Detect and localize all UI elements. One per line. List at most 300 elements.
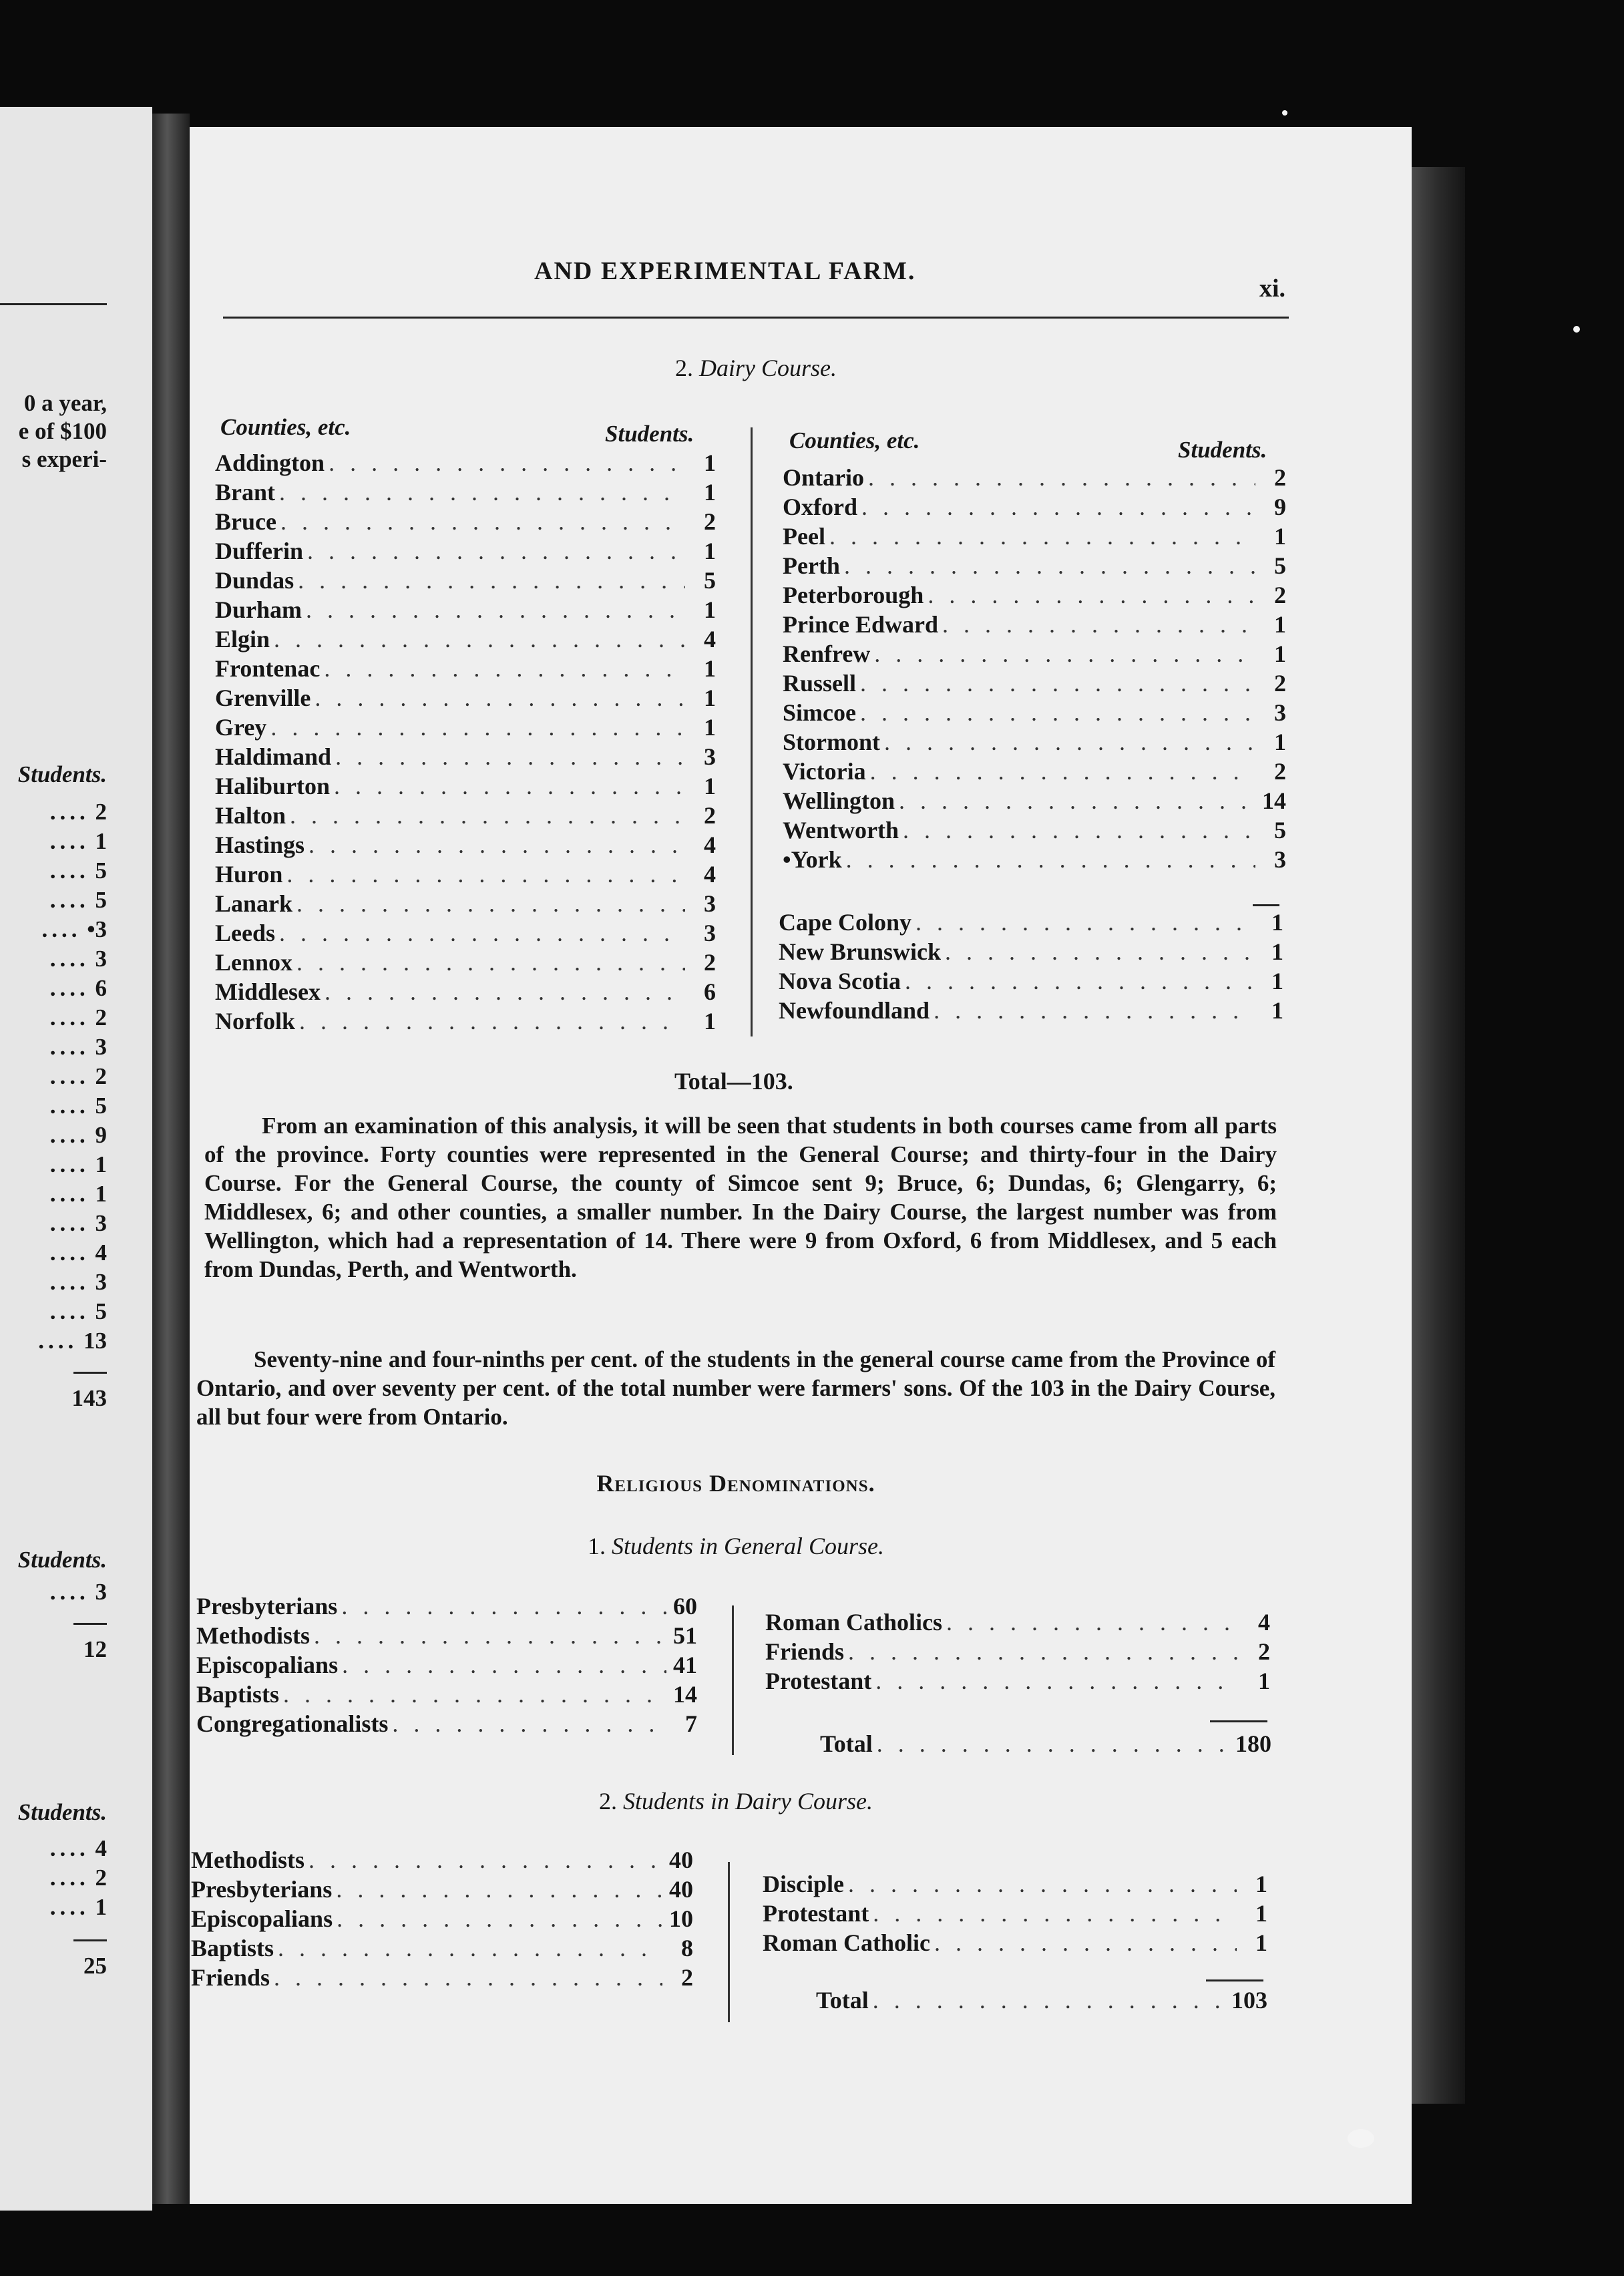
table-row xyxy=(215,860,716,888)
row-label: Wellington xyxy=(783,787,895,814)
dot-leader xyxy=(304,831,685,859)
dot-leader xyxy=(304,1846,662,1874)
table-row xyxy=(783,581,1286,609)
dot-leader xyxy=(275,919,685,947)
row-count: 1 xyxy=(704,449,716,476)
row-count: 3 xyxy=(704,890,716,917)
page-number: xi. xyxy=(1259,274,1286,303)
dot-leader xyxy=(941,938,1253,966)
row-count: 51 xyxy=(673,1622,697,1649)
column-divider xyxy=(732,1605,734,1755)
table-row xyxy=(215,948,716,976)
dot-leader xyxy=(276,508,685,536)
table-row xyxy=(215,801,716,829)
table-row xyxy=(215,890,716,918)
dot-leader xyxy=(279,1680,666,1708)
dust-speck xyxy=(1282,110,1287,116)
left-value-number: 4 xyxy=(95,1835,107,1861)
left-value xyxy=(50,1865,107,1891)
left-value-number: •3 xyxy=(87,916,107,942)
dairy-total: Total—103. xyxy=(674,1068,793,1095)
row-count: 14 xyxy=(1262,787,1286,814)
row-count: 6 xyxy=(704,978,716,1005)
row-count: 1 xyxy=(1274,523,1286,550)
analysis-paragraph: From an examination of this analysis, it will be seen that students in both courses came from all parts of the province. Forty counties were represented in the General Course; and thirty-four in the Dairy Course. For the General Course, the county of Simcoe sent 9; Bruce, 6; Dundas, 6; Glengarry, 6; Middlesex, 6; and other counties, a smaller number. In the Dairy Course, the largest number was from Wellington, which had a representation of 14. There were 9 from Oxford, 6 from Middlesex, and 5 each from Dundas, Perth, and Wentworth. xyxy=(204,1113,1277,1282)
running-header-title: AND EXPERIMENTAL FARM. xyxy=(534,257,916,285)
row-count: 1 xyxy=(1255,1871,1267,1897)
row-count: 1 xyxy=(704,538,716,564)
row-count: 2 xyxy=(1274,582,1286,608)
table-row xyxy=(196,1710,697,1738)
table-row xyxy=(196,1622,697,1650)
dot-leader xyxy=(325,449,685,477)
dot-leader xyxy=(869,1899,1237,1927)
general-course-heading: 1. Students in General Course. xyxy=(588,1533,884,1559)
table-row xyxy=(215,566,716,594)
left-value xyxy=(50,1034,107,1061)
left-value xyxy=(50,1210,107,1237)
book-gutter xyxy=(152,114,190,2204)
dot-leader: .... xyxy=(49,1835,89,1861)
dot-leader xyxy=(266,713,685,741)
table-row xyxy=(215,684,716,712)
dot-leader: .... xyxy=(41,916,81,942)
table-row xyxy=(779,996,1283,1024)
dot-leader xyxy=(895,787,1255,815)
table-row xyxy=(191,1875,693,1903)
book-edge xyxy=(1412,167,1465,2104)
left-value xyxy=(50,1004,107,1031)
dot-leader: .... xyxy=(49,887,89,913)
row-label: Peel xyxy=(783,523,825,550)
table-row xyxy=(763,1870,1267,1898)
table-row xyxy=(765,1608,1270,1636)
row-label: Wentworth xyxy=(783,817,899,843)
row-label: Grenville xyxy=(215,685,311,711)
row-label: Lanark xyxy=(215,890,293,917)
dot-leader xyxy=(864,463,1255,492)
dot-leader xyxy=(321,978,685,1006)
table-row xyxy=(783,463,1286,492)
left-total-rule xyxy=(73,1623,107,1625)
dot-leader xyxy=(942,1608,1239,1636)
row-label: Haldimand xyxy=(215,743,332,770)
row-label: Peterborough xyxy=(783,582,924,608)
left-value-number: 5 xyxy=(95,1093,107,1119)
row-label: Episcopalians xyxy=(196,1652,339,1678)
dust-speck xyxy=(1348,2129,1374,2148)
dot-leader xyxy=(275,478,685,506)
left-value xyxy=(50,799,107,825)
table-row xyxy=(215,772,716,800)
table-row xyxy=(783,669,1286,697)
dot-leader: .... xyxy=(49,1034,89,1060)
left-value-number: 5 xyxy=(95,858,107,884)
table-row xyxy=(783,552,1286,580)
row-count: 4 xyxy=(1258,1609,1270,1636)
row-label: Methodists xyxy=(191,1847,304,1873)
dot-leader: .... xyxy=(49,1269,89,1295)
row-count: 60 xyxy=(673,1593,697,1620)
row-label: Oxford xyxy=(783,494,857,520)
dot-leader: .... xyxy=(49,946,89,972)
row-label: Frontenac xyxy=(215,655,321,682)
dot-leader xyxy=(270,625,685,653)
left-value xyxy=(50,1122,107,1149)
dairy-denominations-total-row: Total . . . 103 xyxy=(816,1986,1267,2014)
row-label: Perth xyxy=(783,552,840,579)
left-value xyxy=(50,1093,107,1119)
left-total-rule xyxy=(73,1939,107,1941)
row-count: 41 xyxy=(673,1652,697,1678)
dot-leader xyxy=(338,1651,666,1679)
row-label: Roman Catholics xyxy=(765,1609,943,1636)
row-count: 4 xyxy=(704,626,716,652)
dot-leader xyxy=(320,654,685,683)
row-count: 14 xyxy=(673,1681,697,1708)
religious-denominations-heading: Religious Denominations. xyxy=(596,1470,875,1497)
left-value-number: 3 xyxy=(95,1210,107,1236)
dot-leader xyxy=(295,1007,685,1035)
table-row xyxy=(196,1680,697,1708)
left-students-heading: Students. xyxy=(17,1547,107,1573)
table-row xyxy=(783,787,1286,815)
table-row xyxy=(215,1007,716,1035)
left-value: .... 3 xyxy=(49,1579,107,1605)
row-label: New Brunswick xyxy=(779,938,942,965)
table-row xyxy=(215,743,716,771)
left-value xyxy=(50,1151,107,1178)
left-value-number: 2 xyxy=(95,1865,107,1891)
left-value xyxy=(50,1240,107,1266)
table-row xyxy=(779,908,1283,936)
dot-leader xyxy=(930,996,1253,1024)
table-row xyxy=(215,508,716,536)
dot-leader xyxy=(302,596,685,624)
dot-leader xyxy=(337,1592,666,1620)
dot-leader xyxy=(282,860,685,888)
row-label: Presbyterians xyxy=(191,1876,333,1903)
dot-leader xyxy=(310,1622,666,1650)
row-count: 1 xyxy=(704,655,716,682)
table-row xyxy=(215,449,716,477)
row-label: Baptists xyxy=(196,1681,280,1708)
dot-leader xyxy=(274,1934,662,1962)
row-count: 40 xyxy=(669,1847,693,1873)
row-count: 1 xyxy=(1274,611,1286,638)
left-value-number: 2 xyxy=(95,799,107,825)
dot-leader xyxy=(844,1638,1239,1666)
table-row xyxy=(783,757,1286,785)
total-rule xyxy=(1253,904,1279,906)
dot-leader xyxy=(331,743,685,771)
row-label: Protestant xyxy=(765,1668,872,1694)
dot-leader xyxy=(856,669,1255,697)
row-label: Renfrew xyxy=(783,640,871,667)
dot-leader xyxy=(930,1929,1237,1957)
row-label: Elgin xyxy=(215,626,270,652)
row-label: Victoria xyxy=(783,758,866,785)
table-row xyxy=(215,919,716,947)
counties-column-header: Counties, etc. xyxy=(220,414,351,440)
dot-leader xyxy=(924,581,1255,609)
ontario-paragraph: Seventy-nine and four-ninths per cent. of the students in the general course came from the Province of Ontario, and over seventy per cent. of the total number were farmers' sons. Of the 103 in the Dairy Course, all but four were from Ontario. xyxy=(196,1346,1275,1430)
table-row xyxy=(196,1651,697,1679)
dot-leader xyxy=(292,890,685,918)
left-value-number: 3 xyxy=(95,1034,107,1060)
row-count: 1 xyxy=(704,685,716,711)
left-value xyxy=(50,1298,107,1325)
dairy-denominations-heading: 2. Students in Dairy Course. xyxy=(599,1788,873,1815)
row-count: 2 xyxy=(1258,1638,1270,1665)
row-count: 1 xyxy=(704,714,716,741)
general-total-row: Total . . . 180 xyxy=(820,1730,1271,1758)
dot-leader xyxy=(856,699,1255,727)
left-total: 12 xyxy=(83,1636,107,1662)
table-row xyxy=(215,478,716,506)
left-value-number: 3 xyxy=(95,1269,107,1295)
left-fragment-line: e of $100 xyxy=(18,418,107,444)
dot-leader xyxy=(311,684,685,712)
dot-leader xyxy=(330,772,685,800)
dot-leader xyxy=(899,816,1255,844)
dot-leader xyxy=(286,801,685,829)
row-label: Russell xyxy=(783,670,857,697)
row-label: Brant xyxy=(215,479,275,506)
row-count: 1 xyxy=(1255,1929,1267,1956)
dot-leader xyxy=(332,1875,662,1903)
table-row xyxy=(215,596,716,624)
left-value-number: 5 xyxy=(95,1298,107,1324)
counties-column-header: Counties, etc. xyxy=(789,427,920,453)
table-row xyxy=(783,522,1286,550)
row-count: 1 xyxy=(1271,968,1283,994)
row-label: Stormont xyxy=(783,729,880,755)
left-students-heading: Students. xyxy=(17,761,107,787)
header-rule xyxy=(223,317,1289,319)
table-row xyxy=(215,831,716,859)
dot-leader: .... xyxy=(49,1240,89,1266)
dot-leader: .... xyxy=(38,1328,78,1354)
row-label: Ontario xyxy=(783,464,864,491)
dot-leader: .... xyxy=(49,1298,89,1324)
left-value-number: 2 xyxy=(95,1004,107,1030)
total-rule xyxy=(1210,1720,1267,1722)
row-label: Halton xyxy=(215,802,286,829)
row-count: 3 xyxy=(704,743,716,770)
table-row xyxy=(783,845,1286,874)
row-count: 2 xyxy=(704,802,716,829)
row-label: Congregationalists xyxy=(196,1710,389,1737)
dot-leader xyxy=(938,610,1255,638)
row-label: Presbyterians xyxy=(196,1593,338,1620)
row-label: Bruce xyxy=(215,508,276,535)
table-row xyxy=(215,713,716,741)
dot-leader: .... xyxy=(49,1122,89,1148)
dot-leader xyxy=(844,1870,1237,1898)
dot-leader: .... xyxy=(49,1151,89,1177)
row-count: 2 xyxy=(681,1964,693,1991)
left-value xyxy=(50,828,107,855)
left-value-number: 2 xyxy=(95,1063,107,1089)
table-row xyxy=(191,1934,693,1962)
dot-leader xyxy=(866,757,1255,785)
row-label: Dufferin xyxy=(215,538,303,564)
left-value-number: 3 xyxy=(95,946,107,972)
column-divider xyxy=(728,1862,730,2022)
row-label: Dundas xyxy=(215,567,294,594)
left-page-fragments xyxy=(0,0,107,2276)
left-value-number: 5 xyxy=(95,887,107,913)
dot-leader xyxy=(292,948,685,976)
row-label: Prince Edward xyxy=(783,611,938,638)
row-count: 3 xyxy=(1274,699,1286,726)
row-label: Cape Colony xyxy=(779,909,912,936)
row-count: 5 xyxy=(1274,817,1286,843)
left-total: 25 xyxy=(83,1953,107,1979)
row-label: Hastings xyxy=(215,831,305,858)
left-value xyxy=(50,1269,107,1296)
column-divider xyxy=(751,427,753,1036)
row-label: Newfoundland xyxy=(779,997,930,1024)
row-label: Haliburton xyxy=(215,773,331,799)
left-students-heading: Students. xyxy=(17,1799,107,1825)
left-fragment-line: s experi- xyxy=(21,446,107,472)
row-count: 2 xyxy=(704,949,716,976)
dot-leader xyxy=(840,552,1255,580)
row-count: 10 xyxy=(669,1905,693,1932)
dot-leader xyxy=(294,566,685,594)
table-row xyxy=(765,1638,1270,1666)
row-count: 1 xyxy=(1258,1668,1270,1694)
row-count: 40 xyxy=(669,1876,693,1903)
students-column-header: Students. xyxy=(1178,437,1267,463)
row-count: 5 xyxy=(704,567,716,594)
row-label: Middlesex xyxy=(215,978,321,1005)
dot-leader: .... xyxy=(49,858,89,884)
table-row xyxy=(783,493,1286,521)
row-label: Disciple xyxy=(763,1871,844,1897)
row-count: 1 xyxy=(1271,997,1283,1024)
dot-leader xyxy=(270,1963,662,1992)
table-row xyxy=(215,625,716,653)
left-total-rule xyxy=(73,1372,107,1374)
table-row xyxy=(215,537,716,565)
left-value-number: 9 xyxy=(95,1122,107,1148)
row-count: 1 xyxy=(1255,1900,1267,1927)
dot-leader: .... xyxy=(49,1210,89,1236)
left-value-number: 1 xyxy=(95,828,107,854)
row-label: Leeds xyxy=(215,920,275,946)
table-row xyxy=(191,1905,693,1933)
dot-leader: .... xyxy=(49,799,89,825)
row-count: 8 xyxy=(681,1935,693,1961)
row-label: Episcopalians xyxy=(191,1905,333,1932)
dot-leader: .... xyxy=(49,1063,89,1089)
row-label: Lennox xyxy=(215,949,293,976)
left-value xyxy=(50,946,107,972)
row-count: 2 xyxy=(1274,464,1286,491)
dot-leader: .... xyxy=(49,828,89,854)
left-value-number: 13 xyxy=(83,1328,107,1354)
left-value xyxy=(50,1063,107,1090)
dot-leader: .... xyxy=(49,1093,89,1119)
row-label: Durham xyxy=(215,596,302,623)
dot-leader xyxy=(842,845,1255,874)
table-row xyxy=(783,640,1286,668)
dot-leader xyxy=(303,537,685,565)
row-count: 1 xyxy=(1274,640,1286,667)
table-row xyxy=(779,938,1283,966)
row-count: 3 xyxy=(1274,846,1286,873)
row-label: Protestant xyxy=(763,1900,869,1927)
row-count: 1 xyxy=(704,596,716,623)
left-value xyxy=(50,1181,107,1207)
row-count: 1 xyxy=(1271,909,1283,936)
dot-leader xyxy=(880,728,1255,756)
row-count: 1 xyxy=(1274,729,1286,755)
dot-leader xyxy=(388,1710,666,1738)
dot-leader: .... xyxy=(49,975,89,1001)
dot-leader xyxy=(825,522,1255,550)
row-count: 4 xyxy=(704,861,716,888)
row-count: 1 xyxy=(704,773,716,799)
dot-leader: .... xyxy=(49,1894,89,1920)
dot-leader xyxy=(870,640,1255,668)
students-column-header: Students. xyxy=(605,421,694,447)
row-label: Grey xyxy=(215,714,267,741)
table-row xyxy=(783,699,1286,727)
table-row xyxy=(779,967,1283,995)
table-row xyxy=(765,1667,1270,1695)
row-count: 4 xyxy=(704,831,716,858)
table-row xyxy=(215,978,716,1006)
row-count: 2 xyxy=(1274,670,1286,697)
table-row xyxy=(783,728,1286,756)
row-count: 5 xyxy=(1274,552,1286,579)
row-label: Roman Catholic xyxy=(763,1929,930,1956)
left-value xyxy=(50,858,107,884)
dot-leader xyxy=(871,1667,1239,1695)
row-count: 3 xyxy=(704,920,716,946)
row-count: 7 xyxy=(685,1710,697,1737)
row-count: 1 xyxy=(704,479,716,506)
dot-leader xyxy=(901,967,1253,995)
table-row xyxy=(196,1592,697,1620)
row-label: Methodists xyxy=(196,1622,310,1649)
row-label: Friends xyxy=(191,1964,270,1991)
left-value xyxy=(50,975,107,1002)
table-row xyxy=(763,1899,1267,1927)
left-value xyxy=(41,916,107,943)
left-value xyxy=(50,1835,107,1862)
row-count: 1 xyxy=(1271,938,1283,965)
table-row xyxy=(783,610,1286,638)
row-label: Friends xyxy=(765,1638,845,1665)
row-count: 1 xyxy=(704,1008,716,1034)
left-value-number: 4 xyxy=(95,1240,107,1266)
dot-leader: .... xyxy=(49,1004,89,1030)
table-row xyxy=(191,1963,693,1992)
left-value-number: 1 xyxy=(95,1151,107,1177)
row-label: •York xyxy=(783,846,842,873)
dot-leader: .... xyxy=(49,1865,89,1891)
row-count: 9 xyxy=(1274,494,1286,520)
dairy-course-heading: 2. Dairy Course. xyxy=(675,355,837,381)
table-row xyxy=(763,1929,1267,1957)
left-value xyxy=(50,887,107,914)
row-label: Baptists xyxy=(191,1935,274,1961)
